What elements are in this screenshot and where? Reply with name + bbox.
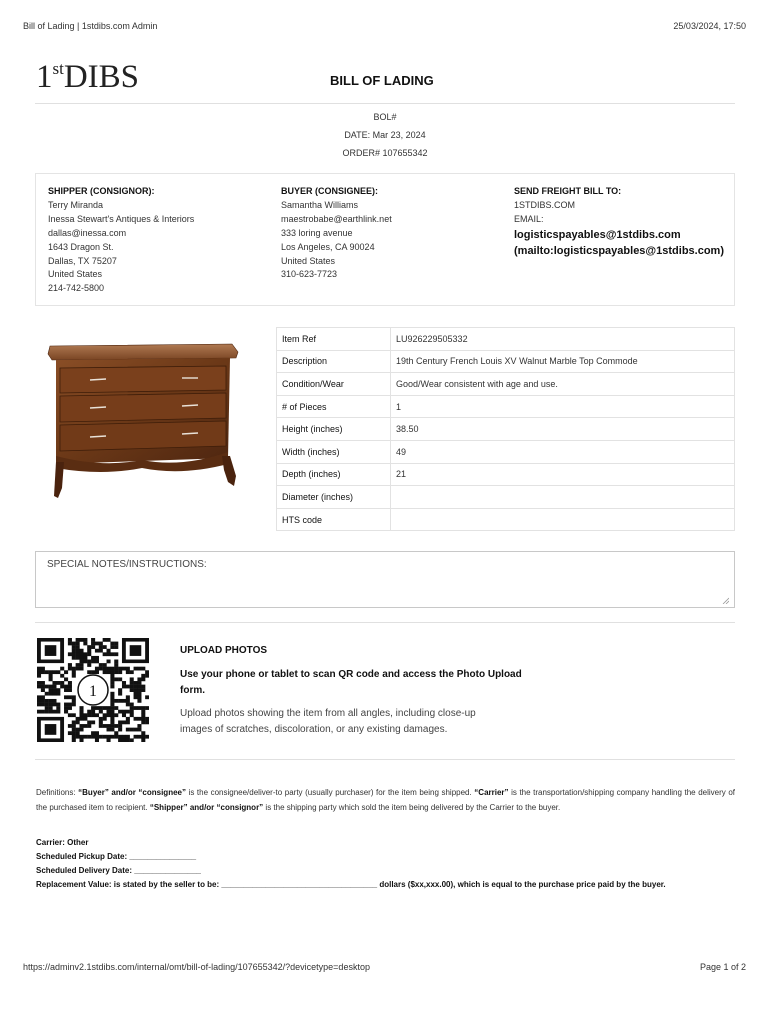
property-name: Width (inches) [277,440,391,463]
property-value: LU926229505332 [391,328,735,351]
table-row [277,350,735,373]
special-notes-textarea[interactable] [35,551,735,608]
table-row [277,418,735,441]
divider [35,103,735,104]
property-value: 49 [391,440,735,463]
upload-description: Upload photos showing the item from all angles, including close-up images of scratches, discoloration, or any existing damages. [180,708,476,735]
print-header-title: Bill of Lading | 1stdibs.com Admin [23,21,158,31]
property-name: HTS code [277,508,391,531]
shipper-line: Dallas, TX 75207 [48,255,117,266]
replacement-value-line: Replacement Value: is stated by the seller to be: ___________________________________ dollars ($xx,xxx.00), which is equal to the purchase price paid by the buyer. [36,880,666,889]
table-row [277,486,735,509]
print-header-timestamp: 25/03/2024, 17:50 [673,21,746,31]
resize-grip-icon[interactable] [722,596,729,603]
table-row [277,395,735,418]
print-footer-url: https://adminv2.1stdibs.com/internal/omt/bill-of-lading/107655342/?devicetype=desktop [23,962,370,972]
freight-heading: SEND FREIGHT BILL TO: [514,186,622,196]
bol-date: DATE: Mar 23, 2024 [344,130,426,140]
order-number: ORDER# 107655342 [342,148,428,158]
property-name: Description [277,350,391,373]
buyer-email[interactable]: maestrobabe@earthlink.net [281,213,392,224]
property-value [391,486,735,509]
page-title: BILL OF LADING [330,73,434,88]
shipper-line: United States [48,269,103,280]
property-name: Depth (inches) [277,463,391,486]
property-name: Item Ref [277,328,391,351]
shipper-email[interactable]: dallas@inessa.com [48,227,127,238]
buyer-line: Los Angeles, CA 90024 [281,241,375,252]
page-number: Page 1 of 2 [699,962,746,972]
buyer-line: United States [281,255,336,266]
buyer-line: Samantha Williams [281,199,359,210]
table-row [277,440,735,463]
property-value: 38.50 [391,418,735,441]
property-value [391,508,735,531]
shipping-terms [36,836,735,892]
upload-photos-heading: UPLOAD PHOTOS [180,645,268,656]
upload-instruction: Use your phone or tablet to scan QR code and access the Photo Upload form. [180,669,522,696]
shipper-line: Terry Miranda [48,199,104,210]
divider [35,622,735,623]
buyer-heading: BUYER (CONSIGNEE): [281,186,379,196]
brand-logo: 1stDIBS [36,59,140,95]
freight-company: 1STDIBS.COM [514,199,576,210]
buyer-block [281,185,392,282]
bol-number: BOL# [373,112,397,122]
property-value: 19th Century French Louis XV Walnut Marble Top Commode [391,350,735,373]
property-value: Good/Wear consistent with age and use. [391,373,735,396]
definitions-paragraph: Definitions: “Buyer” and/or “consignee” is the consignee/deliver-to party (usually purchaser) for the item being shipped. “Carrier” is the transportation/shipping company handling the delivery of the purchased item to recipient. “Shipper” and/or “consignor” is the shipping party which sold the item being delivered by the Carrier to the buyer. [36,788,736,812]
shipper-block [48,185,194,296]
delivery-date-line: Scheduled Delivery Date: _______________ [36,866,201,875]
property-name: # of Pieces [277,395,391,418]
property-value: 21 [391,463,735,486]
buyer-line: 333 loring avenue [281,227,353,238]
pickup-date-line: Scheduled Pickup Date: _______________ [36,852,197,861]
freight-email-link[interactable]: logisticspayables@1stdibs.com [514,228,681,241]
property-name: Diameter (inches) [277,486,391,509]
shipper-heading: SHIPPER (CONSIGNOR): [48,186,155,196]
freight-mailto-link[interactable]: (mailto:logisticspayables@1stdibs.com) [514,244,724,257]
freight-block [514,185,724,259]
shipper-line: 1643 Dragon St. [48,241,114,252]
table-row [277,328,735,351]
table-row [277,463,735,486]
property-name: Condition/Wear [277,373,391,396]
divider [35,759,735,760]
buyer-phone: 310-623-7723 [281,269,338,280]
item-image [42,338,242,503]
carrier-line: Carrier: Other [36,838,89,847]
property-name: Height (inches) [277,418,391,441]
parties-box [35,173,735,306]
table-row [277,508,735,531]
special-notes-label: SPECIAL NOTES/INSTRUCTIONS: [47,559,207,570]
qr-code-icon[interactable] [37,638,149,742]
qr-logo-mark: 1 [89,683,97,700]
item-properties-table [276,327,735,531]
shipper-line: Inessa Stewart's Antiques & Interiors [48,213,195,224]
freight-email-label: EMAIL: [514,213,544,224]
shipper-phone: 214-742-5800 [48,283,105,294]
property-value: 1 [391,395,735,418]
table-row [277,373,735,396]
